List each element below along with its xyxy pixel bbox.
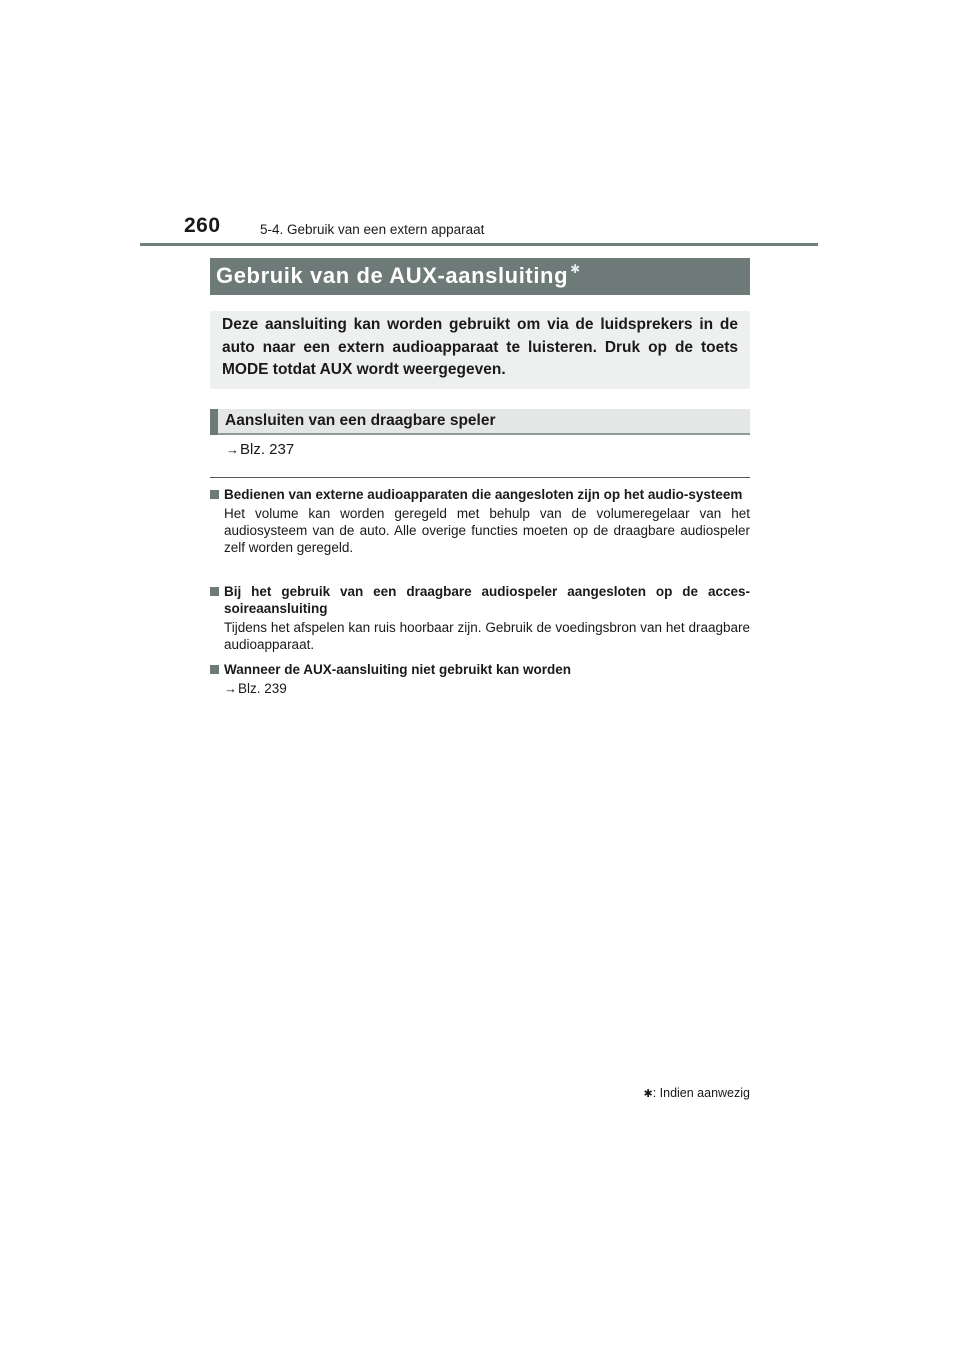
- subsection-accent: [210, 409, 218, 435]
- note-body: Tijdens het afspelen kan ruis hoorbaar zijn. Gebruik de voedingsbron van het draagbare audioapparaat.: [224, 620, 750, 652]
- note-heading: [210, 486, 750, 503]
- note-item: [210, 583, 750, 653]
- note-heading-text: Wanneer de AUX-aansluiting niet gebruikt kan worden: [224, 662, 572, 677]
- square-bullet-icon: [210, 665, 219, 674]
- subsection-title-bar: [210, 409, 750, 435]
- square-bullet-icon: [210, 587, 219, 596]
- page-reference[interactable]: [226, 441, 294, 458]
- arrow-right-icon: →: [224, 681, 237, 696]
- note-heading: [210, 661, 750, 678]
- chapter-title: 5-4. Gebruik van een extern apparaat: [260, 222, 485, 237]
- page-number: 260: [184, 214, 221, 237]
- note-item: [210, 486, 750, 556]
- note-heading-text: Bedienen van externe audioapparaten die aangesloten zijn op het audio-systeem: [224, 487, 743, 502]
- note-heading-text: Bij het gebruik van een draagbare audiospeler aangesloten op de acces-soireaansluiting: [224, 584, 750, 616]
- intro-text: Deze aansluiting kan worden gebruikt om via de luidsprekers in de auto naar een extern audioapparaat te luisteren. Druk op de toets MODE totdat AUX wordt weergegeven.: [222, 316, 738, 378]
- intro-box: [210, 311, 750, 389]
- note-reference-text: Blz. 239: [238, 681, 287, 696]
- page-reference-text: Blz. 237: [240, 441, 295, 458]
- footnote: [643, 1086, 750, 1100]
- footnote-text: : Indien aanwezig: [652, 1086, 750, 1100]
- square-bullet-icon: [210, 490, 219, 499]
- section-title-text: Gebruik van de AUX-aansluiting: [216, 263, 569, 288]
- subsection-title: Aansluiten van een draagbare speler: [225, 412, 496, 429]
- note-page-reference[interactable]: [210, 680, 750, 697]
- section-title-bar: [210, 258, 750, 295]
- note-item: [210, 661, 750, 697]
- note-body: Het volume kan worden geregeld met behulp van de volumeregelaar van het audiosysteem van de auto. Alle overige functies moeten op de draagbare audiospeler zelf worden geregeld.: [224, 506, 750, 555]
- header-divider: [140, 243, 818, 246]
- note-heading: [210, 583, 750, 617]
- asterisk-icon: ✱: [570, 262, 581, 276]
- notes-divider: [210, 477, 750, 478]
- asterisk-icon: ✱: [643, 1088, 653, 1100]
- arrow-right-icon: →: [226, 442, 239, 457]
- section-title: [216, 263, 581, 289]
